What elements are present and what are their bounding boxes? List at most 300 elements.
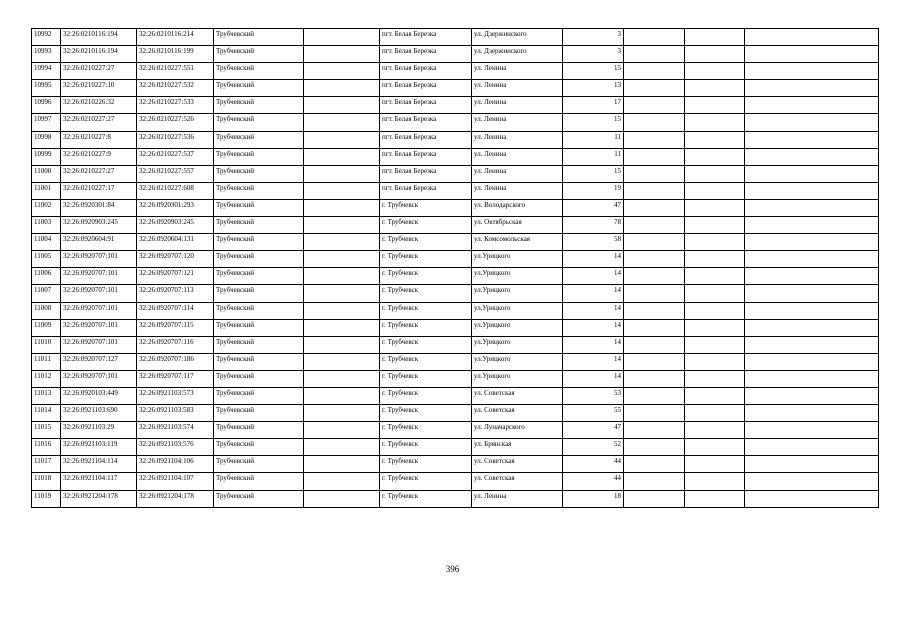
cell-street: ул. Луначарского — [472, 422, 563, 439]
cell-extra-col-1 — [624, 456, 685, 473]
cell-house-number: 18 — [563, 490, 624, 507]
cell-street: ул.Урицкого — [472, 319, 563, 336]
cell-locality: г. Трубчевск — [380, 285, 472, 302]
cell-locality: пгт. Белая Березка — [380, 148, 472, 165]
cell-district: Трубчевский — [214, 370, 304, 387]
cell-extra-col-2 — [685, 251, 745, 268]
cell-extra-col-3 — [745, 251, 879, 268]
cell-cadastral-parcel: 32:26:0920604:91 — [61, 234, 137, 251]
cell-settlement-blank — [304, 268, 380, 285]
cell-cadastral-parcel: 32:26:0920707:101 — [61, 319, 137, 336]
cell-extra-col-1 — [624, 473, 685, 490]
cell-extra-col-1 — [624, 80, 685, 97]
cell-cadastral-object: 32:26:0921104:107 — [137, 473, 214, 490]
cell-district: Трубчевский — [214, 251, 304, 268]
cell-extra-col-2 — [685, 199, 745, 216]
cell-extra-col-1 — [624, 29, 685, 46]
table-row — [32, 199, 879, 216]
cell-row-number: 11005 — [32, 251, 61, 268]
cell-row-number: 11000 — [32, 165, 61, 182]
cell-extra-col-3 — [745, 370, 879, 387]
cell-extra-col-1 — [624, 217, 685, 234]
cell-district: Трубчевский — [214, 114, 304, 131]
table-row — [32, 370, 879, 387]
cell-row-number: 10993 — [32, 46, 61, 63]
cell-extra-col-1 — [624, 370, 685, 387]
cell-cadastral-parcel: 32:26:0210227:27 — [61, 114, 137, 131]
cell-cadastral-parcel: 32:26:0921204:178 — [61, 490, 137, 507]
cell-row-number: 11013 — [32, 387, 61, 404]
cell-extra-col-3 — [745, 353, 879, 370]
cell-extra-col-3 — [745, 268, 879, 285]
cell-district: Трубчевский — [214, 131, 304, 148]
cell-row-number: 11001 — [32, 182, 61, 199]
cell-extra-col-1 — [624, 490, 685, 507]
cell-locality: г. Трубчевск — [380, 456, 472, 473]
cell-settlement-blank — [304, 405, 380, 422]
cell-settlement-blank — [304, 302, 380, 319]
cell-street: ул. Ленина — [472, 165, 563, 182]
cell-street: ул. Дзержинского — [472, 46, 563, 63]
cell-row-number: 10998 — [32, 131, 61, 148]
cell-district: Трубчевский — [214, 422, 304, 439]
cell-house-number: 44 — [563, 456, 624, 473]
cell-district: Трубчевский — [214, 387, 304, 404]
table-row — [32, 251, 879, 268]
cell-house-number: 19 — [563, 182, 624, 199]
cell-house-number: 17 — [563, 97, 624, 114]
cell-extra-col-1 — [624, 353, 685, 370]
table-row — [32, 268, 879, 285]
cell-extra-col-1 — [624, 268, 685, 285]
cell-cadastral-object: 32:26:0210227:537 — [137, 148, 214, 165]
cell-house-number: 14 — [563, 302, 624, 319]
cell-house-number: 52 — [563, 439, 624, 456]
cell-extra-col-1 — [624, 234, 685, 251]
cell-district: Трубчевский — [214, 268, 304, 285]
cell-row-number: 11003 — [32, 217, 61, 234]
cell-settlement-blank — [304, 353, 380, 370]
cell-extra-col-2 — [685, 405, 745, 422]
cell-extra-col-3 — [745, 165, 879, 182]
cell-locality: пгт. Белая Березка — [380, 97, 472, 114]
cell-locality: г. Трубчевск — [380, 490, 472, 507]
cell-extra-col-2 — [685, 148, 745, 165]
cell-settlement-blank — [304, 217, 380, 234]
cell-row-number: 10996 — [32, 97, 61, 114]
table-row — [32, 46, 879, 63]
cell-extra-col-2 — [685, 182, 745, 199]
table-row — [32, 439, 879, 456]
cell-row-number: 11006 — [32, 268, 61, 285]
cell-extra-col-3 — [745, 422, 879, 439]
cell-locality: г. Трубчевск — [380, 319, 472, 336]
cell-settlement-blank — [304, 285, 380, 302]
cell-house-number: 47 — [563, 422, 624, 439]
cell-cadastral-object: 32:26:0210116:199 — [137, 46, 214, 63]
cell-row-number: 11016 — [32, 439, 61, 456]
cell-district: Трубчевский — [214, 80, 304, 97]
cell-settlement-blank — [304, 29, 380, 46]
cell-row-number: 11018 — [32, 473, 61, 490]
cell-district: Трубчевский — [214, 285, 304, 302]
cell-cadastral-object: 32:26:0920707:114 — [137, 302, 214, 319]
cell-district: Трубчевский — [214, 29, 304, 46]
cell-district: Трубчевский — [214, 336, 304, 353]
cell-extra-col-2 — [685, 131, 745, 148]
cell-extra-col-1 — [624, 46, 685, 63]
cell-cadastral-parcel: 32:26:0210226:32 — [61, 97, 137, 114]
cell-district: Трубчевский — [214, 405, 304, 422]
cell-settlement-blank — [304, 97, 380, 114]
cell-cadastral-parcel: 32:26:0920707:101 — [61, 268, 137, 285]
cell-street: ул. Ленина — [472, 182, 563, 199]
cell-cadastral-object: 32:26:0210227:526 — [137, 114, 214, 131]
cell-cadastral-parcel: 32:26:0210227:17 — [61, 182, 137, 199]
cell-extra-col-1 — [624, 199, 685, 216]
cell-extra-col-3 — [745, 285, 879, 302]
table-row — [32, 131, 879, 148]
cell-district: Трубчевский — [214, 165, 304, 182]
cell-row-number: 11012 — [32, 370, 61, 387]
cell-settlement-blank — [304, 131, 380, 148]
cell-district: Трубчевский — [214, 182, 304, 199]
cell-cadastral-parcel: 32:26:0921104:117 — [61, 473, 137, 490]
table-row — [32, 148, 879, 165]
cell-locality: пгт. Белая Березка — [380, 46, 472, 63]
table-row — [32, 319, 879, 336]
cell-cadastral-parcel: 32:26:0920707:101 — [61, 336, 137, 353]
cell-cadastral-object: 32:26:0920707:116 — [137, 336, 214, 353]
cell-street: ул. Ленина — [472, 97, 563, 114]
cell-extra-col-1 — [624, 422, 685, 439]
cell-district: Трубчевский — [214, 63, 304, 80]
cell-street: ул.Урицкого — [472, 251, 563, 268]
table-row — [32, 63, 879, 80]
cell-cadastral-object: 32:26:0210227:533 — [137, 97, 214, 114]
cell-cadastral-object: 32:26:0210116:214 — [137, 29, 214, 46]
cell-extra-col-3 — [745, 63, 879, 80]
cell-house-number: 14 — [563, 268, 624, 285]
cell-locality: г. Трубчевск — [380, 370, 472, 387]
cell-cadastral-object: 32:26:0210227:608 — [137, 182, 214, 199]
cell-extra-col-2 — [685, 422, 745, 439]
cell-district: Трубчевский — [214, 439, 304, 456]
cell-cadastral-object: 32:26:0210227:532 — [137, 80, 214, 97]
cell-street: ул.Урицкого — [472, 285, 563, 302]
cell-cadastral-object: 32:26:0920604:131 — [137, 234, 214, 251]
cell-extra-col-1 — [624, 251, 685, 268]
cell-cadastral-parcel: 32:26:0210116:194 — [61, 46, 137, 63]
page-number: 396 — [445, 564, 460, 574]
cell-extra-col-3 — [745, 490, 879, 507]
table-row — [32, 97, 879, 114]
cell-settlement-blank — [304, 422, 380, 439]
cell-extra-col-1 — [624, 405, 685, 422]
cell-extra-col-2 — [685, 80, 745, 97]
cell-extra-col-2 — [685, 268, 745, 285]
cell-extra-col-3 — [745, 97, 879, 114]
cell-street: ул.Урицкого — [472, 336, 563, 353]
cell-cadastral-object: 32:26:0920707:117 — [137, 370, 214, 387]
cell-extra-col-2 — [685, 114, 745, 131]
cell-extra-col-2 — [685, 63, 745, 80]
cell-cadastral-object: 32:26:0210227:536 — [137, 131, 214, 148]
cell-row-number: 11011 — [32, 353, 61, 370]
cell-house-number: 44 — [563, 473, 624, 490]
cell-cadastral-object: 32:26:0920903:245 — [137, 217, 214, 234]
cell-settlement-blank — [304, 199, 380, 216]
cell-cadastral-object: 32:26:0210227:557 — [137, 165, 214, 182]
cell-row-number: 11008 — [32, 302, 61, 319]
cell-street: ул. Советская — [472, 387, 563, 404]
cell-settlement-blank — [304, 387, 380, 404]
cell-district: Трубчевский — [214, 353, 304, 370]
cell-cadastral-object: 32:26:0920707:120 — [137, 251, 214, 268]
cell-street: ул. Володарского — [472, 199, 563, 216]
cell-cadastral-object: 32:26:0920301:293 — [137, 199, 214, 216]
cell-row-number: 11007 — [32, 285, 61, 302]
cell-extra-col-1 — [624, 131, 685, 148]
cell-street: ул.Урицкого — [472, 268, 563, 285]
cell-cadastral-parcel: 32:26:0920707:101 — [61, 370, 137, 387]
cell-district: Трубчевский — [214, 97, 304, 114]
cell-house-number: 14 — [563, 285, 624, 302]
cell-cadastral-object: 32:26:0921103:573 — [137, 387, 214, 404]
cell-locality: пгт. Белая Березка — [380, 182, 472, 199]
cell-cadastral-object: 32:26:0921103:576 — [137, 439, 214, 456]
cell-row-number: 11002 — [32, 199, 61, 216]
cell-cadastral-parcel: 32:26:0921104:114 — [61, 456, 137, 473]
cell-cadastral-parcel: 32:26:0920903:245 — [61, 217, 137, 234]
cell-cadastral-parcel: 32:26:0920301:84 — [61, 199, 137, 216]
cell-cadastral-object: 32:26:0210227:551 — [137, 63, 214, 80]
cell-settlement-blank — [304, 336, 380, 353]
cell-extra-col-1 — [624, 182, 685, 199]
table-row — [32, 80, 879, 97]
table-row — [32, 217, 879, 234]
table-row — [32, 285, 879, 302]
cell-house-number: 55 — [563, 405, 624, 422]
cell-extra-col-3 — [745, 29, 879, 46]
cell-extra-col-1 — [624, 302, 685, 319]
cell-row-number: 11015 — [32, 422, 61, 439]
cell-street: ул. Ленина — [472, 114, 563, 131]
cell-district: Трубчевский — [214, 199, 304, 216]
cell-extra-col-3 — [745, 405, 879, 422]
cell-extra-col-2 — [685, 46, 745, 63]
cell-house-number: 15 — [563, 114, 624, 131]
table-body — [32, 29, 879, 508]
cell-extra-col-2 — [685, 29, 745, 46]
cell-house-number: 78 — [563, 217, 624, 234]
cell-extra-col-2 — [685, 370, 745, 387]
cell-extra-col-2 — [685, 234, 745, 251]
cell-cadastral-parcel: 32:26:0920707:101 — [61, 251, 137, 268]
cell-street: ул. Советская — [472, 405, 563, 422]
cell-cadastral-parcel: 32:26:0210227:9 — [61, 148, 137, 165]
cell-district: Трубчевский — [214, 234, 304, 251]
cell-settlement-blank — [304, 165, 380, 182]
cell-district: Трубчевский — [214, 148, 304, 165]
cell-street: ул. Ленина — [472, 131, 563, 148]
cell-row-number: 10994 — [32, 63, 61, 80]
cell-house-number: 53 — [563, 387, 624, 404]
cell-row-number: 11004 — [32, 234, 61, 251]
cell-cadastral-object: 32:26:0920707:121 — [137, 268, 214, 285]
cell-extra-col-1 — [624, 285, 685, 302]
cell-settlement-blank — [304, 370, 380, 387]
cell-extra-col-2 — [685, 285, 745, 302]
cell-extra-col-1 — [624, 148, 685, 165]
cell-house-number: 58 — [563, 234, 624, 251]
cell-cadastral-parcel: 32:26:0921103:29 — [61, 422, 137, 439]
cell-settlement-blank — [304, 148, 380, 165]
cell-house-number: 3 — [563, 29, 624, 46]
cell-extra-col-3 — [745, 387, 879, 404]
cell-cadastral-parcel: 32:26:0210227:10 — [61, 80, 137, 97]
cell-locality: г. Трубчевск — [380, 199, 472, 216]
table-row — [32, 182, 879, 199]
table-row — [32, 473, 879, 490]
cell-extra-col-2 — [685, 439, 745, 456]
cell-locality: г. Трубчевск — [380, 353, 472, 370]
cell-extra-col-1 — [624, 439, 685, 456]
cell-street: ул. Советская — [472, 473, 563, 490]
cell-locality: пгт. Белая Березка — [380, 131, 472, 148]
cell-row-number: 11019 — [32, 490, 61, 507]
cell-cadastral-object: 32:26:0920707:186 — [137, 353, 214, 370]
cell-row-number: 11010 — [32, 336, 61, 353]
cell-locality: г. Трубчевск — [380, 387, 472, 404]
cell-extra-col-3 — [745, 114, 879, 131]
cell-locality: г. Трубчевск — [380, 217, 472, 234]
cell-locality: г. Трубчевск — [380, 251, 472, 268]
table-row — [32, 405, 879, 422]
cell-extra-col-3 — [745, 302, 879, 319]
cell-extra-col-1 — [624, 319, 685, 336]
cell-extra-col-1 — [624, 63, 685, 80]
cell-locality: г. Трубчевск — [380, 439, 472, 456]
cell-house-number: 14 — [563, 336, 624, 353]
cell-extra-col-2 — [685, 302, 745, 319]
cell-locality: пгт. Белая Березка — [380, 63, 472, 80]
cell-cadastral-object: 32:26:0920707:115 — [137, 319, 214, 336]
cell-extra-col-2 — [685, 490, 745, 507]
cell-district: Трубчевский — [214, 319, 304, 336]
cell-extra-col-2 — [685, 217, 745, 234]
cell-row-number: 11014 — [32, 405, 61, 422]
cell-district: Трубчевский — [214, 302, 304, 319]
cell-settlement-blank — [304, 114, 380, 131]
cell-street: ул. Комсомольская — [472, 234, 563, 251]
cell-extra-col-2 — [685, 336, 745, 353]
cell-house-number: 14 — [563, 319, 624, 336]
cell-district: Трубчевский — [214, 456, 304, 473]
cell-settlement-blank — [304, 182, 380, 199]
cell-extra-col-3 — [745, 131, 879, 148]
cell-settlement-blank — [304, 46, 380, 63]
cell-locality: г. Трубчевск — [380, 268, 472, 285]
cell-extra-col-3 — [745, 217, 879, 234]
cell-street: ул. Советская — [472, 456, 563, 473]
cell-extra-col-2 — [685, 473, 745, 490]
cell-extra-col-3 — [745, 46, 879, 63]
cell-extra-col-3 — [745, 234, 879, 251]
table-row — [32, 29, 879, 46]
cell-cadastral-parcel: 32:26:0210116:194 — [61, 29, 137, 46]
cell-cadastral-object: 32:26:0921103:583 — [137, 405, 214, 422]
cell-street: ул.Урицкого — [472, 370, 563, 387]
cell-extra-col-3 — [745, 439, 879, 456]
cell-extra-col-2 — [685, 97, 745, 114]
cell-row-number: 10997 — [32, 114, 61, 131]
cell-settlement-blank — [304, 319, 380, 336]
cell-house-number: 14 — [563, 251, 624, 268]
cell-house-number: 11 — [563, 148, 624, 165]
cell-house-number: 13 — [563, 80, 624, 97]
cell-extra-col-2 — [685, 387, 745, 404]
cell-extra-col-3 — [745, 182, 879, 199]
table-row — [32, 114, 879, 131]
cell-cadastral-object: 32:26:0921104:106 — [137, 456, 214, 473]
table-row — [32, 302, 879, 319]
cell-locality: пгт. Белая Березка — [380, 80, 472, 97]
cell-house-number: 15 — [563, 165, 624, 182]
cell-settlement-blank — [304, 80, 380, 97]
table-row — [32, 422, 879, 439]
cell-cadastral-parcel: 32:26:0921103:119 — [61, 439, 137, 456]
cell-cadastral-parcel: 32:26:0920707:127 — [61, 353, 137, 370]
cell-cadastral-parcel: 32:26:0210227:27 — [61, 165, 137, 182]
cell-settlement-blank — [304, 63, 380, 80]
cell-cadastral-parcel: 32:26:0210227:8 — [61, 131, 137, 148]
cell-settlement-blank — [304, 251, 380, 268]
cell-settlement-blank — [304, 456, 380, 473]
table-row — [32, 234, 879, 251]
cell-street: ул. Дзержинского — [472, 29, 563, 46]
table-row — [32, 165, 879, 182]
cell-row-number: 10995 — [32, 80, 61, 97]
cell-extra-col-3 — [745, 80, 879, 97]
registry-table — [31, 28, 879, 508]
cell-cadastral-parcel: 32:26:0210227:27 — [61, 63, 137, 80]
cell-district: Трубчевский — [214, 217, 304, 234]
cell-row-number: 10992 — [32, 29, 61, 46]
cell-district: Трубчевский — [214, 490, 304, 507]
cell-extra-col-2 — [685, 353, 745, 370]
cell-street: ул. Ленина — [472, 63, 563, 80]
cell-settlement-blank — [304, 234, 380, 251]
cell-house-number: 15 — [563, 63, 624, 80]
cell-extra-col-1 — [624, 114, 685, 131]
cell-cadastral-parcel: 32:26:0920103:449 — [61, 387, 137, 404]
table-row — [32, 387, 879, 404]
table-row — [32, 490, 879, 507]
cell-house-number: 11 — [563, 131, 624, 148]
table-row — [32, 456, 879, 473]
cell-house-number: 3 — [563, 46, 624, 63]
cell-locality: пгт. Белая Березка — [380, 165, 472, 182]
cell-street: ул. Брянская — [472, 439, 563, 456]
table-row — [32, 336, 879, 353]
cell-street: ул.Урицкого — [472, 302, 563, 319]
cell-extra-col-3 — [745, 199, 879, 216]
cell-cadastral-parcel: 32:26:0920707:101 — [61, 302, 137, 319]
cell-extra-col-1 — [624, 387, 685, 404]
cell-street: ул. Октябрьская — [472, 217, 563, 234]
cell-extra-col-3 — [745, 473, 879, 490]
